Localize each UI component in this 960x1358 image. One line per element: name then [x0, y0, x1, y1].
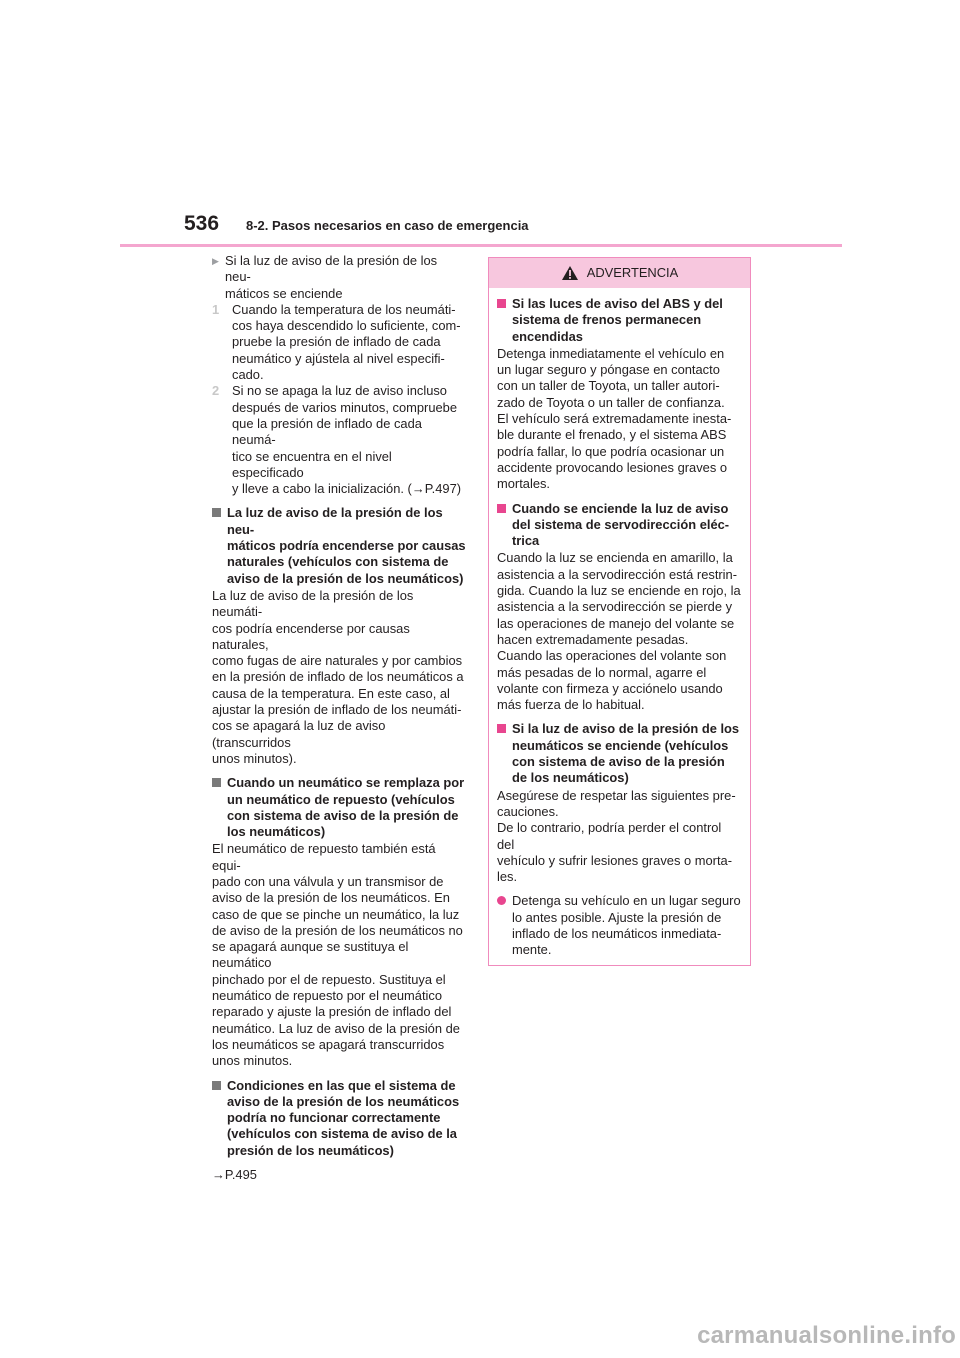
warning-box — [488, 257, 751, 966]
section-heading — [212, 775, 466, 840]
section-heading — [212, 1078, 466, 1159]
right-column — [488, 257, 751, 966]
section-paragraph: El neumático de repuesto también está equi- pado con una válvula y un transmisor de aviso de la presión de los neumáticos. En caso de que se pinche un neumático, la luz de aviso de la presión de los neumáticos no se apagará aunque se sustituya el neumático pinchado por el de repuesto. Sustituya el neumático de repuesto por el neumático reparado y ajuste la presión de inflado del neumático. La luz de aviso de la presión de los neumáticos se apagará transcurridos unos minutos. — [212, 841, 463, 1069]
heading-text: Cuando un neumático se remplaza por un neumático de repuesto (vehículos con sistema de aviso de la presión de los neumáticos) — [227, 775, 465, 840]
tri-bullet-item — [212, 253, 466, 302]
heading-text: Condiciones en las que el sistema de aviso de la presión de los neumáticos podría no funcionar correctamente (vehículos con sistema de aviso de la presión de los neumáticos) — [227, 1077, 460, 1158]
step-number: 2 — [212, 383, 220, 399]
header-divider — [120, 244, 842, 247]
step-text: Cuando la temperatura de los neumáti- cos haya descendido lo suficiente, com- pruebe la presión de inflado de cada neumático y ajústela al nivel especifi- cado. — [232, 301, 461, 383]
warning-header — [489, 258, 750, 288]
warning-bullet-item — [497, 893, 742, 958]
warning-paragraph: Detenga inmediatamente el vehículo en un lugar seguro y póngase en contacto con un taller de Toyota, un taller autori- zado de Toyota o un taller de confianza. El vehículo será extremadamente inesta- ble durante el frenado, y el sistema ABS podría fallar, lo que podría ocasionar un accidente provocando lesiones graves o mortales. — [497, 345, 732, 492]
warning-title: ADVERTENCIA — [586, 264, 679, 280]
warning-body — [489, 288, 750, 965]
warning-heading — [497, 721, 742, 786]
left-column — [212, 253, 466, 1183]
warning-heading — [497, 501, 742, 550]
heading-text: La luz de aviso de la presión de los neu- máticos podría encenderse por causas naturales (vehículos con sistema de aviso de la presión de los neumáticos) — [227, 505, 466, 586]
section-paragraph: La luz de aviso de la presión de los neumáti- cos podría encenderse por causas naturales, como fugas de aire naturales y por cambios en la presión de inflado de los neumáticos a causa de la temperatura. En este caso, al ajustar la presión de inflado de los neumáti- cos se apagará la luz de aviso (transcurridos unos minutos). — [212, 587, 464, 766]
square-bullet-icon — [497, 721, 512, 786]
heading-text: Si la luz de aviso de la presión de los neumáticos se enciende (vehículos con sistema de aviso de la presión de los neumáticos) — [512, 721, 740, 786]
page-reference[interactable]: →P.495 — [212, 1167, 257, 1183]
square-bullet-icon — [212, 505, 227, 586]
square-bullet-icon — [212, 775, 227, 840]
warning-triangle-icon — [561, 265, 579, 281]
bullet-text: Detenga su vehículo en un lugar seguro lo antes posible. Ajuste la presión de inflado de los neumáticos inmediata- mente. — [512, 893, 741, 958]
step-number: 1 — [212, 301, 220, 317]
watermark: carmanualsonline.info — [697, 1322, 956, 1349]
warning-paragraph: Cuando la luz se encienda en amarillo, la asistencia a la servodirección está restrin- gida. Cuando la luz se enciende en rojo, la asistencia a la servodirección se pierde y las operaciones de manejo del volante se hacen extremadamente pesadas. Cuando las operaciones del volante son más pesadas de lo normal, agarre el volante con firmeza y acciónelo usando más fuerza de lo habitual. — [497, 550, 741, 713]
step-1 — [212, 302, 466, 383]
heading-text: Cuando se enciende la luz de aviso del sistema de servodirección eléc- trica — [512, 500, 730, 549]
warning-heading — [497, 296, 742, 345]
circle-bullet-icon — [497, 893, 512, 905]
step-2 — [212, 383, 466, 497]
heading-text: Si las luces de aviso del ABS y del sistema de frenos permanecen encendidas — [512, 296, 723, 344]
square-bullet-icon — [212, 1078, 227, 1159]
tri-item-text: Si la luz de aviso de la presión de los neu- máticos se enciende — [225, 253, 438, 301]
step-text: Si no se apaga la luz de aviso incluso después de varios minutos, compruebe que la presión de inflado de cada neumá- tico se encuentra en el nivel especificado y lleve a cabo la inicialización. (→P.497) — [232, 383, 462, 497]
square-bullet-icon — [497, 501, 512, 550]
triangle-bullet-icon: ▶ — [212, 256, 219, 266]
section-title: 8-2. Pasos necesarios en caso de emergencia — [246, 218, 529, 233]
page-number: 536 — [184, 212, 220, 235]
section-heading — [212, 505, 466, 586]
square-bullet-icon — [497, 296, 512, 345]
warning-paragraph: Asegúrese de respetar las siguientes pre- cauciones. De lo contrario, podría perder el control del vehículo y sufrir lesiones graves o morta- les. — [497, 787, 736, 885]
